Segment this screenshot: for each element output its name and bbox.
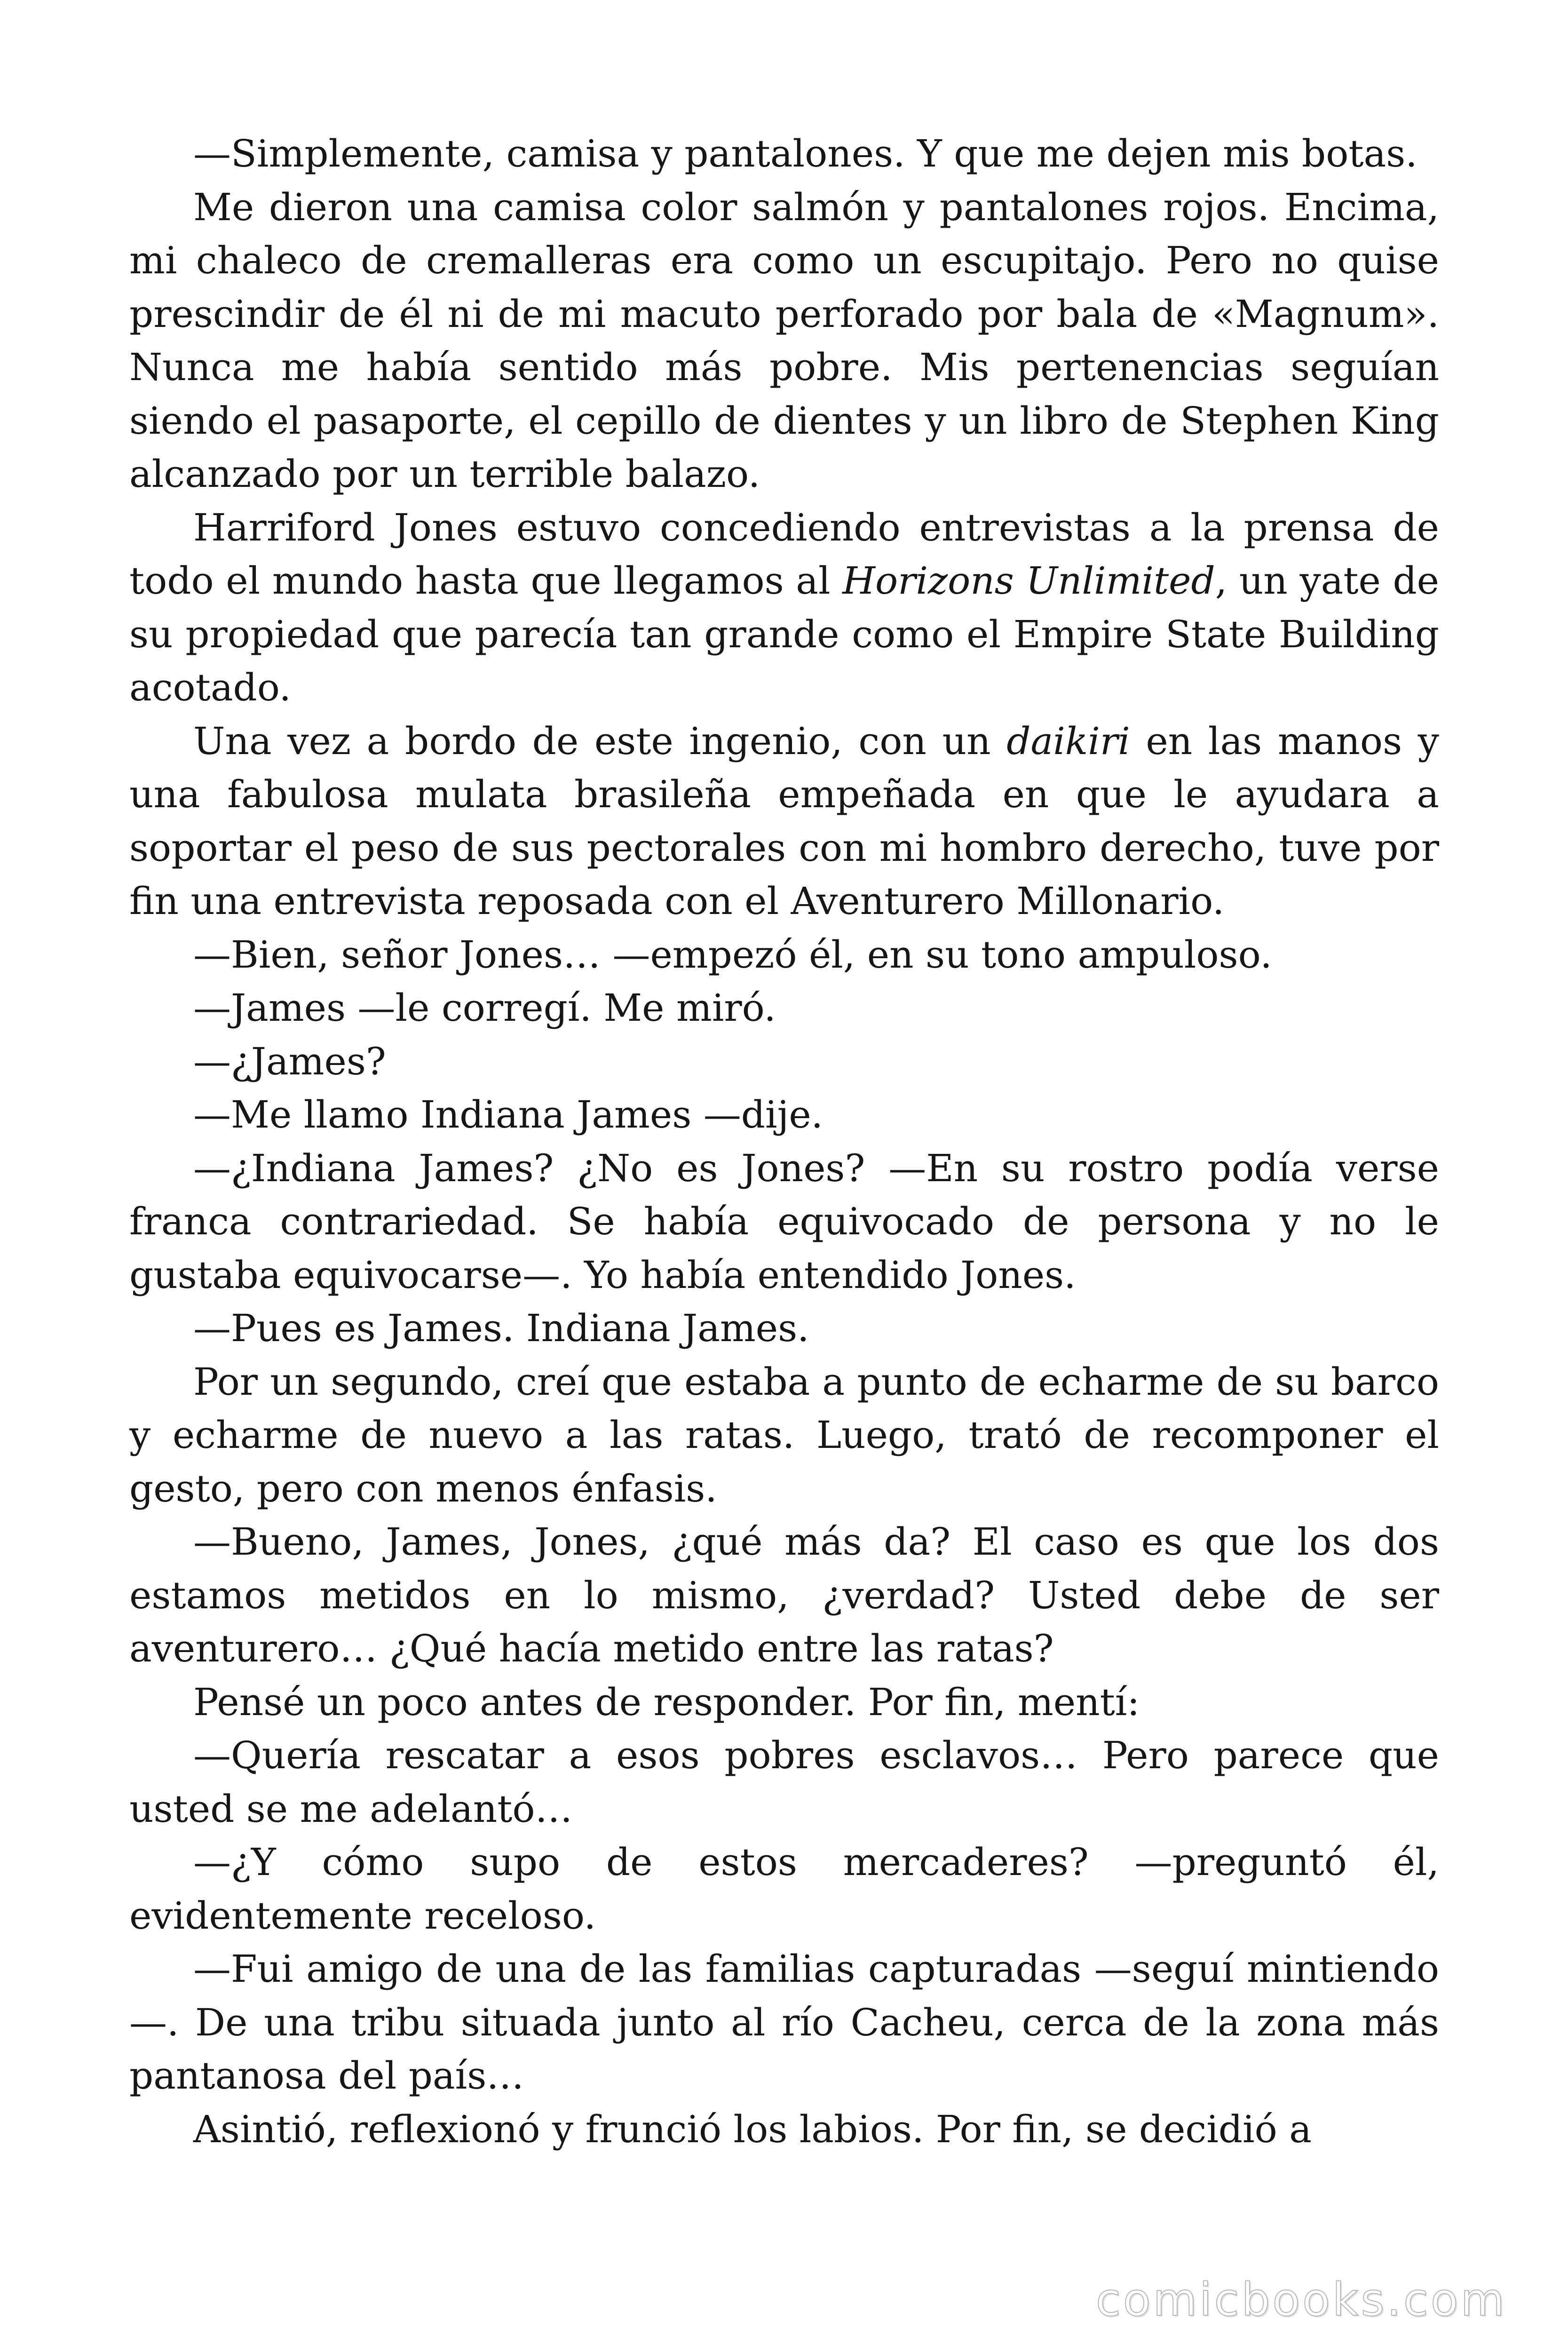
paragraph: —¿Indiana James? ¿No es Jones? —En su rostro podía verse franca contrariedad. Se había equivocado de persona y no le gustaba equivocarse—. Yo había entendido Jones. (129, 1146, 1439, 1297)
page-text (129, 127, 1439, 2156)
paragraph: —Pues es James. Indiana James. (193, 1306, 809, 1350)
paragraph: —¿James? (193, 1039, 386, 1083)
paragraph: —Bien, señor Jones… —empezó él, en su tono ampuloso. (193, 932, 1272, 977)
paragraph-last: Asintió, reflexionó y frunció los labios. Por fin, se decidió a (193, 2107, 1312, 2151)
italic-word: daikiri (1006, 719, 1130, 763)
paragraph-text: , un yate de su propiedad que parecía tan grande como el Empire State Building acotado. (129, 559, 1439, 709)
paragraph: —Me llamo Indiana James —dije. (193, 1093, 824, 1136)
paragraph: —Bueno, James, Jones, ¿qué más da? El caso es que los dos estamos metidos en lo mismo, ¿verdad? Usted debe de ser aventurero… ¿Qué hacía metido entre las ratas? (129, 1520, 1439, 1670)
italic-title: Horizons Unlimited (842, 559, 1215, 603)
watermark: comicbooks.com (1095, 2273, 1507, 2326)
paragraph: —Simplemente, camisa y pantalones. Y que me dejen mis botas. (193, 132, 1418, 175)
paragraph-text: Una vez a bordo de este ingenio, con un (193, 719, 1007, 763)
paragraph-text: en las manos y una fabulosa mulata brasileña empeñada en que le ayudara a soportar el peso de sus pectorales con mi hombro derecho, tuve por fin una entrevista reposada con el Aventurero Millonario. (129, 719, 1439, 923)
paragraph: Me dieron una camisa color salmón y pantalones rojos. Encima, mi chaleco de cremalleras era como un escupitajo. Pero no quise prescindir de él ni de mi macuto perforado por bala de «Magnum». Nunca me había sentido más pobre. Mis pertenencias seguían siendo el pasaporte, el cepillo de dientes y un libro de Stephen King alcanzado por un terrible balazo. (129, 185, 1439, 496)
paragraph: —¿Y cómo supo de estos mercaderes? —preguntó él, evidentemente receloso. (129, 1840, 1439, 1938)
paragraph: —Quería rescatar a esos pobres esclavos… Pero parece que usted se me adelantó… (129, 1733, 1439, 1831)
paragraph: —James —le corregí. Me miró. (193, 986, 776, 1030)
paragraph: Pensé un poco antes de responder. Por fin, mentí: (193, 1680, 1140, 1724)
paragraph: —Fui amigo de una de las familias capturadas —seguí mintiendo —. De una tribu situada junto al río Cacheu, cerca de la zona más pantanosa del país… (129, 1947, 1439, 2098)
paragraph (129, 715, 1439, 928)
paragraph (129, 501, 1439, 715)
paragraph-text: Harriford Jones estuvo concediendo entrevistas a la prensa de todo el mundo hasta que llegamos al (129, 505, 1439, 603)
paragraph: Por un segundo, creí que estaba a punto de echarme de su barco y echarme de nuevo a las ratas. Luego, trató de recomponer el gesto, pero con menos énfasis. (129, 1359, 1439, 1510)
